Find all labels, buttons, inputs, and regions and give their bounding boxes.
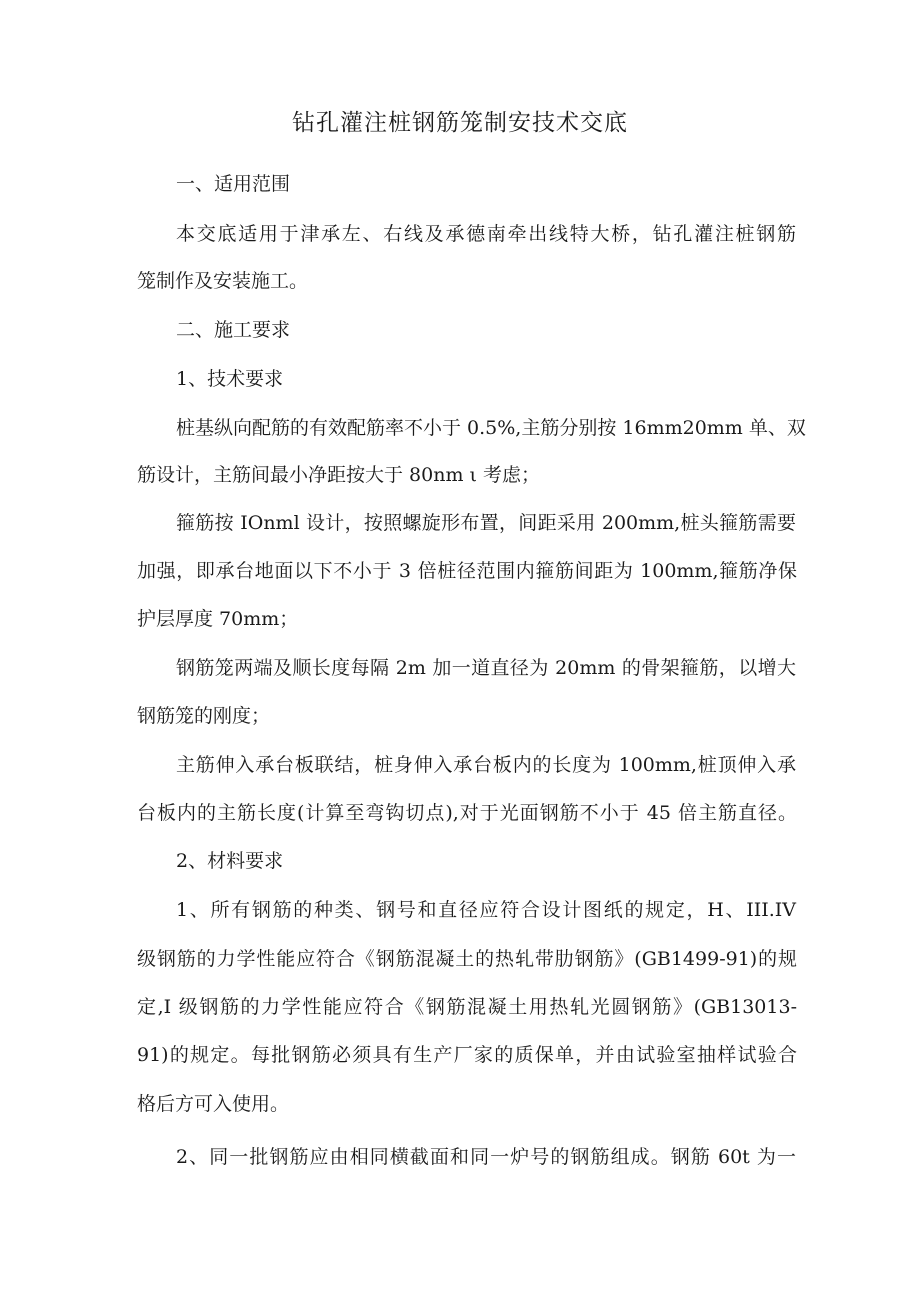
document-title: 钻孔灌注桩钢筋笼制安技术交底	[292, 110, 628, 136]
paragraph-line: 定,I 级钢筋的力学性能应符合《钢筋混凝土用热轧光圆钢筋》(GB13013-	[137, 996, 797, 1018]
paragraph-line: 91)的规定。每批钢筋必须具有生产厂家的质保单，并由试验室抽样试验合	[137, 1044, 797, 1066]
paragraph-line: 级钢筋的力学性能应符合《钢筋混凝土的热轧带肋钢筋》(GB1499-91)的规	[137, 948, 797, 970]
paragraph-line: 笼制作及安装施工。	[137, 270, 309, 292]
section-heading-scope: 一、适用范围	[176, 173, 291, 195]
paragraph-line: 格后方可入使用。	[137, 1093, 290, 1115]
paragraph-line: 筋设计，主筋间最小净距按大于 80nm ι 考虑；	[137, 464, 540, 486]
section-heading-requirements: 二、施工要求	[176, 319, 291, 341]
paragraph-line: 主筋伸入承台板联结，桩身伸入承台板内的长度为 100mm,桩顶伸入承	[176, 754, 796, 776]
paragraph-line: 钢筋笼两端及顺长度每隔 2m 加一道直径为 20mm 的骨架箍筋，以增大	[176, 657, 796, 679]
paragraph-line: 护层厚度 70mm；	[137, 608, 299, 630]
subsection-heading-materials: 2、材料要求	[176, 850, 284, 872]
paragraph-line: 桩基纵向配筋的有效配筋率不小于 0.5%,主筋分别按 16mm20mm 单、双	[176, 417, 806, 439]
paragraph-line: 钢筋笼的刚度；	[137, 705, 271, 727]
subsection-heading-technical: 1、技术要求	[176, 368, 284, 390]
paragraph-line: 台板内的主筋长度(计算至弯钩切点),对于光面钢筋不小于 45 倍主筋直径。	[137, 802, 797, 824]
paragraph-line: 2、同一批钢筋应由相同横截面和同一炉号的钢筋组成。钢筋 60t 为一	[176, 1146, 796, 1168]
paragraph-line: 加强，即承台地面以下不小于 3 倍桩径范围内箍筋间距为 100mm,箍筋净保	[137, 560, 797, 582]
paragraph-line: 本交底适用于津承左、右线及承德南牵出线特大桥，钻孔灌注桩钢筋	[176, 223, 796, 245]
paragraph-line: 1、所有钢筋的种类、钢号和直径应符合设计图纸的规定，H、III.IV	[176, 899, 796, 921]
paragraph-line: 箍筋按 IOnml 设计，按照螺旋形布置，间距采用 200mm,桩头箍筋需要	[176, 512, 796, 534]
